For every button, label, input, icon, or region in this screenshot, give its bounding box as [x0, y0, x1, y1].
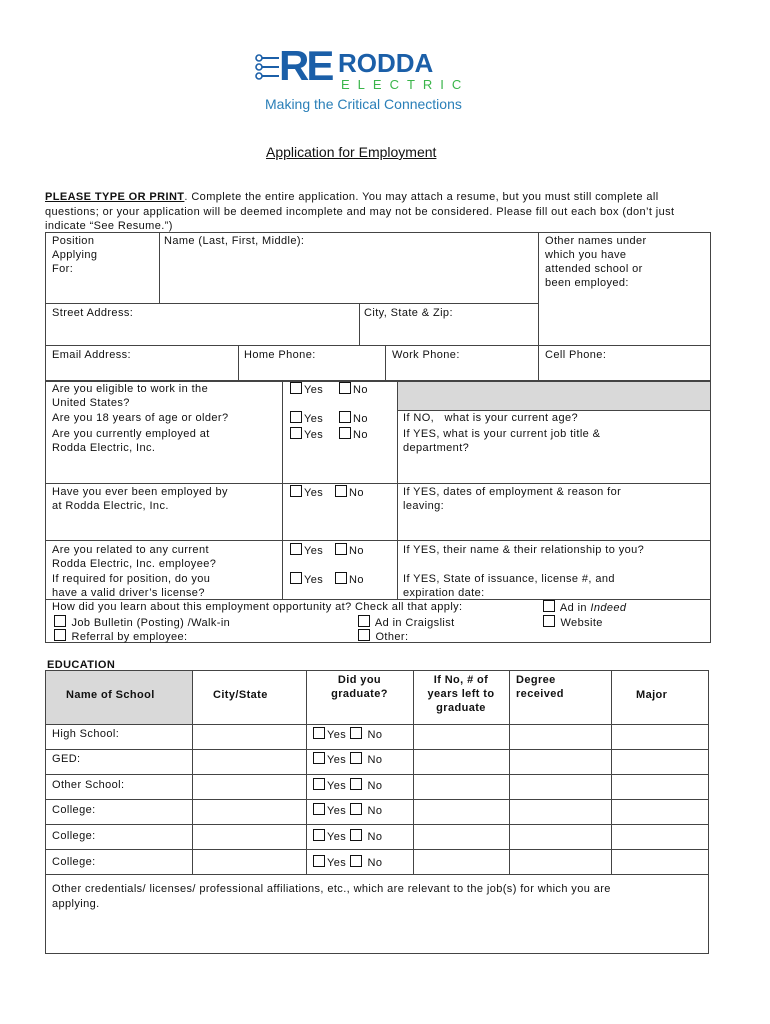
source-website-label: Website [560, 617, 603, 629]
q-license-label-1: If required for position, do you [52, 573, 211, 585]
q-license-followup-2: expiration date: [403, 587, 485, 599]
yes-label: Yes [327, 831, 347, 843]
edu-row-label: College: [52, 830, 96, 842]
logo-name: RODDA [338, 48, 434, 78]
checkbox-icon [358, 629, 370, 641]
q-employed-yes[interactable] [290, 427, 323, 442]
position-label-1: Position [52, 235, 95, 247]
checkbox-icon [350, 727, 362, 739]
yes-label: Yes [327, 754, 347, 766]
q-age-yes[interactable] [290, 411, 323, 426]
q-related-label-2: Rodda Electric, Inc. employee? [52, 558, 217, 570]
logo-mark: RE [279, 42, 332, 89]
edu-grad-no[interactable] [350, 829, 382, 844]
other-names-label-4: been employed: [545, 277, 629, 289]
yes-label: Yes [304, 487, 324, 499]
edu-grad-no[interactable] [350, 752, 382, 767]
source-indeed-prefix: Ad in [559, 602, 591, 614]
checkbox-icon [339, 382, 351, 394]
work-phone-field[interactable] [390, 362, 535, 379]
edu-row-label: GED: [52, 753, 81, 765]
checkbox-icon [350, 803, 362, 815]
yes-label: Yes [304, 574, 324, 586]
checkbox-icon [290, 411, 302, 423]
shaded-cell [397, 382, 710, 410]
city-label: City, State & Zip: [364, 307, 453, 319]
checkbox-icon [543, 600, 555, 612]
q-related-label-1: Are you related to any current [52, 544, 209, 556]
city-field[interactable] [362, 322, 534, 342]
checkbox-icon [350, 855, 362, 867]
checkbox-icon [339, 411, 351, 423]
checkbox-icon [54, 615, 66, 627]
yes-label: Yes [304, 384, 324, 396]
no-label: No [353, 384, 368, 396]
q-related-yes[interactable] [290, 543, 323, 558]
checkbox-icon [350, 752, 362, 764]
checkbox-icon [290, 427, 302, 439]
edu-row-label: High School: [52, 728, 120, 740]
edu-grad-yes[interactable] [313, 855, 346, 870]
position-field[interactable] [50, 276, 155, 300]
other-names-field[interactable] [542, 292, 708, 342]
q-prior-no[interactable] [335, 485, 364, 500]
street-label: Street Address: [52, 307, 134, 319]
yes-label: Yes [304, 429, 324, 441]
cell-phone-label: Cell Phone: [545, 349, 607, 361]
yes-label: Yes [327, 857, 347, 869]
checkbox-icon [335, 543, 347, 555]
edu-grad-no[interactable] [350, 855, 382, 870]
no-label: No [349, 545, 364, 557]
instructions-line-3: indicate “See Resume.”) [45, 220, 173, 232]
cell-phone-field[interactable] [542, 362, 708, 379]
checkbox-icon [313, 727, 325, 739]
yes-label: Yes [304, 545, 324, 557]
position-label-2: Applying [52, 249, 98, 261]
checkbox-icon [335, 485, 347, 497]
col-graduated-1: Did you [337, 674, 382, 686]
work-phone-label: Work Phone: [392, 349, 460, 361]
edu-grad-yes[interactable] [313, 752, 346, 767]
education-heading: EDUCATION [47, 659, 116, 671]
yes-label: Yes [304, 413, 324, 425]
edu-row-label: College: [52, 856, 96, 868]
instructions-line-2: questions; or your application will be deemed incomplete and may not be considered. Please fill out each box (don’t just [45, 206, 675, 218]
q-employed-label-2: Rodda Electric, Inc. [52, 442, 156, 454]
q-eligible-no[interactable] [339, 382, 368, 397]
source-craigslist-label: Ad in Craigslist [374, 617, 455, 629]
other-credentials-label-1: Other credentials/ licenses/ professional affiliations, etc., which are relevant to the job(s) for which you are [52, 883, 611, 895]
checkbox-icon [335, 572, 347, 584]
no-label: No [349, 487, 364, 499]
q-license-yes[interactable] [290, 572, 323, 587]
no-label: No [349, 574, 364, 586]
instructions-lead: PLEASE TYPE OR PRINT [45, 191, 185, 203]
other-names-label-2: which you have [545, 249, 627, 261]
other-names-label-1: Other names under [545, 235, 647, 247]
logo-sub: ELECTRIC [341, 77, 470, 92]
checkbox-icon [290, 485, 302, 497]
checkbox-icon [358, 615, 370, 627]
source-website[interactable] [543, 615, 603, 630]
q-license-no[interactable] [335, 572, 364, 587]
q-prior-followup-2: leaving: [403, 500, 445, 512]
edu-grad-no[interactable] [350, 727, 382, 742]
source-indeed[interactable] [543, 600, 626, 615]
no-label: No [367, 831, 383, 843]
yes-label: Yes [327, 780, 347, 792]
checkbox-icon [313, 803, 325, 815]
edu-grad-no[interactable] [350, 778, 382, 793]
source-referral-label: Referral by employee: [71, 631, 188, 643]
company-logo [255, 42, 495, 116]
checkbox-icon [290, 543, 302, 555]
col-years-left-2: years left to [427, 688, 495, 700]
source-other[interactable] [358, 629, 408, 644]
checkbox-icon [54, 629, 66, 641]
no-label: No [367, 780, 383, 792]
home-phone-field[interactable] [242, 362, 382, 379]
col-years-left-3: graduate [436, 702, 486, 714]
source-craigslist[interactable] [358, 615, 455, 630]
email-label: Email Address: [52, 349, 131, 361]
checkbox-icon [290, 572, 302, 584]
position-label-3: For: [52, 263, 74, 275]
home-phone-label: Home Phone: [244, 349, 316, 361]
source-bulletin[interactable] [54, 615, 230, 630]
checkbox-icon [313, 855, 325, 867]
q-age-followup: If NO, what is your current age? [403, 412, 579, 424]
q-prior-yes[interactable] [290, 485, 323, 500]
q-employed-label-1: Are you currently employed at [52, 428, 210, 440]
source-indeed-name: Indeed [590, 602, 627, 614]
edu-grad-yes[interactable] [313, 803, 346, 818]
source-bulletin-label: Job Bulletin (Posting) /Walk-in [71, 617, 231, 629]
other-names-label-3: attended school or [545, 263, 643, 275]
q-prior-label-1: Have you ever been employed by [52, 486, 228, 498]
checkbox-icon [290, 382, 302, 394]
col-school-name: Name of School [66, 689, 155, 701]
q-prior-label-2: at Rodda Electric, Inc. [52, 500, 169, 512]
checkbox-icon [543, 615, 555, 627]
checkbox-icon [313, 752, 325, 764]
col-years-left-1: If No, # of [433, 674, 489, 686]
instructions-line-1: . Complete the entire application. You may attach a resume, but you must still complete all [184, 191, 659, 203]
q-related-followup: If YES, their name & their relationship to you? [403, 544, 645, 556]
street-field[interactable] [50, 322, 356, 342]
edu-row-label: College: [52, 804, 96, 816]
q-employed-followup-1: If YES, what is your current job title & [403, 428, 601, 440]
col-graduated-2: graduate? [331, 688, 388, 700]
no-label: No [353, 413, 368, 425]
email-field[interactable] [50, 362, 235, 379]
edu-grad-yes[interactable] [313, 778, 346, 793]
edu-grad-yes[interactable] [313, 727, 346, 742]
instructions [45, 190, 659, 204]
checkbox-icon [350, 778, 362, 790]
edu-row-label: Other School: [52, 779, 125, 791]
col-degree-1: Degree [516, 674, 556, 686]
checkbox-icon [313, 778, 325, 790]
source-question: How did you learn about this employment opportunity at? Check all that apply: [52, 601, 463, 613]
checkbox-icon [313, 829, 325, 841]
yes-label: Yes [327, 805, 347, 817]
q-employed-followup-2: department? [403, 442, 470, 454]
q-age-no[interactable] [339, 411, 368, 426]
source-other-label: Other: [375, 631, 409, 643]
edu-grad-no[interactable] [350, 803, 382, 818]
q-age-label: Are you 18 years of age or older? [52, 412, 229, 424]
col-city-state: City/State [213, 689, 268, 701]
yes-label: Yes [327, 729, 347, 741]
col-major: Major [636, 689, 668, 701]
edu-grad-yes[interactable] [313, 829, 346, 844]
name-field[interactable] [162, 250, 534, 300]
checkbox-icon [350, 829, 362, 841]
no-label: No [367, 805, 383, 817]
col-degree-2: received [516, 688, 564, 700]
no-label: No [367, 729, 383, 741]
no-label: No [367, 857, 383, 869]
q-license-followup-1: If YES, State of issuance, license #, and [403, 573, 615, 585]
checkbox-icon [339, 427, 351, 439]
q-eligible-label-2: United States? [52, 397, 130, 409]
q-related-no[interactable] [335, 543, 364, 558]
source-referral[interactable] [54, 629, 187, 644]
q-prior-followup-1: If YES, dates of employment & reason for [403, 486, 622, 498]
logo-tagline: Making the Critical Connections [265, 96, 462, 112]
q-license-label-2: have a valid driver’s license? [52, 587, 205, 599]
q-employed-no[interactable] [339, 427, 368, 442]
q-eligible-yes[interactable] [290, 382, 323, 397]
page-title: Application for Employment [266, 144, 437, 160]
no-label: No [367, 754, 383, 766]
no-label: No [353, 429, 368, 441]
name-label: Name (Last, First, Middle): [164, 235, 305, 247]
q-eligible-label-1: Are you eligible to work in the [52, 383, 209, 395]
other-credentials-label-2: applying. [52, 898, 100, 910]
